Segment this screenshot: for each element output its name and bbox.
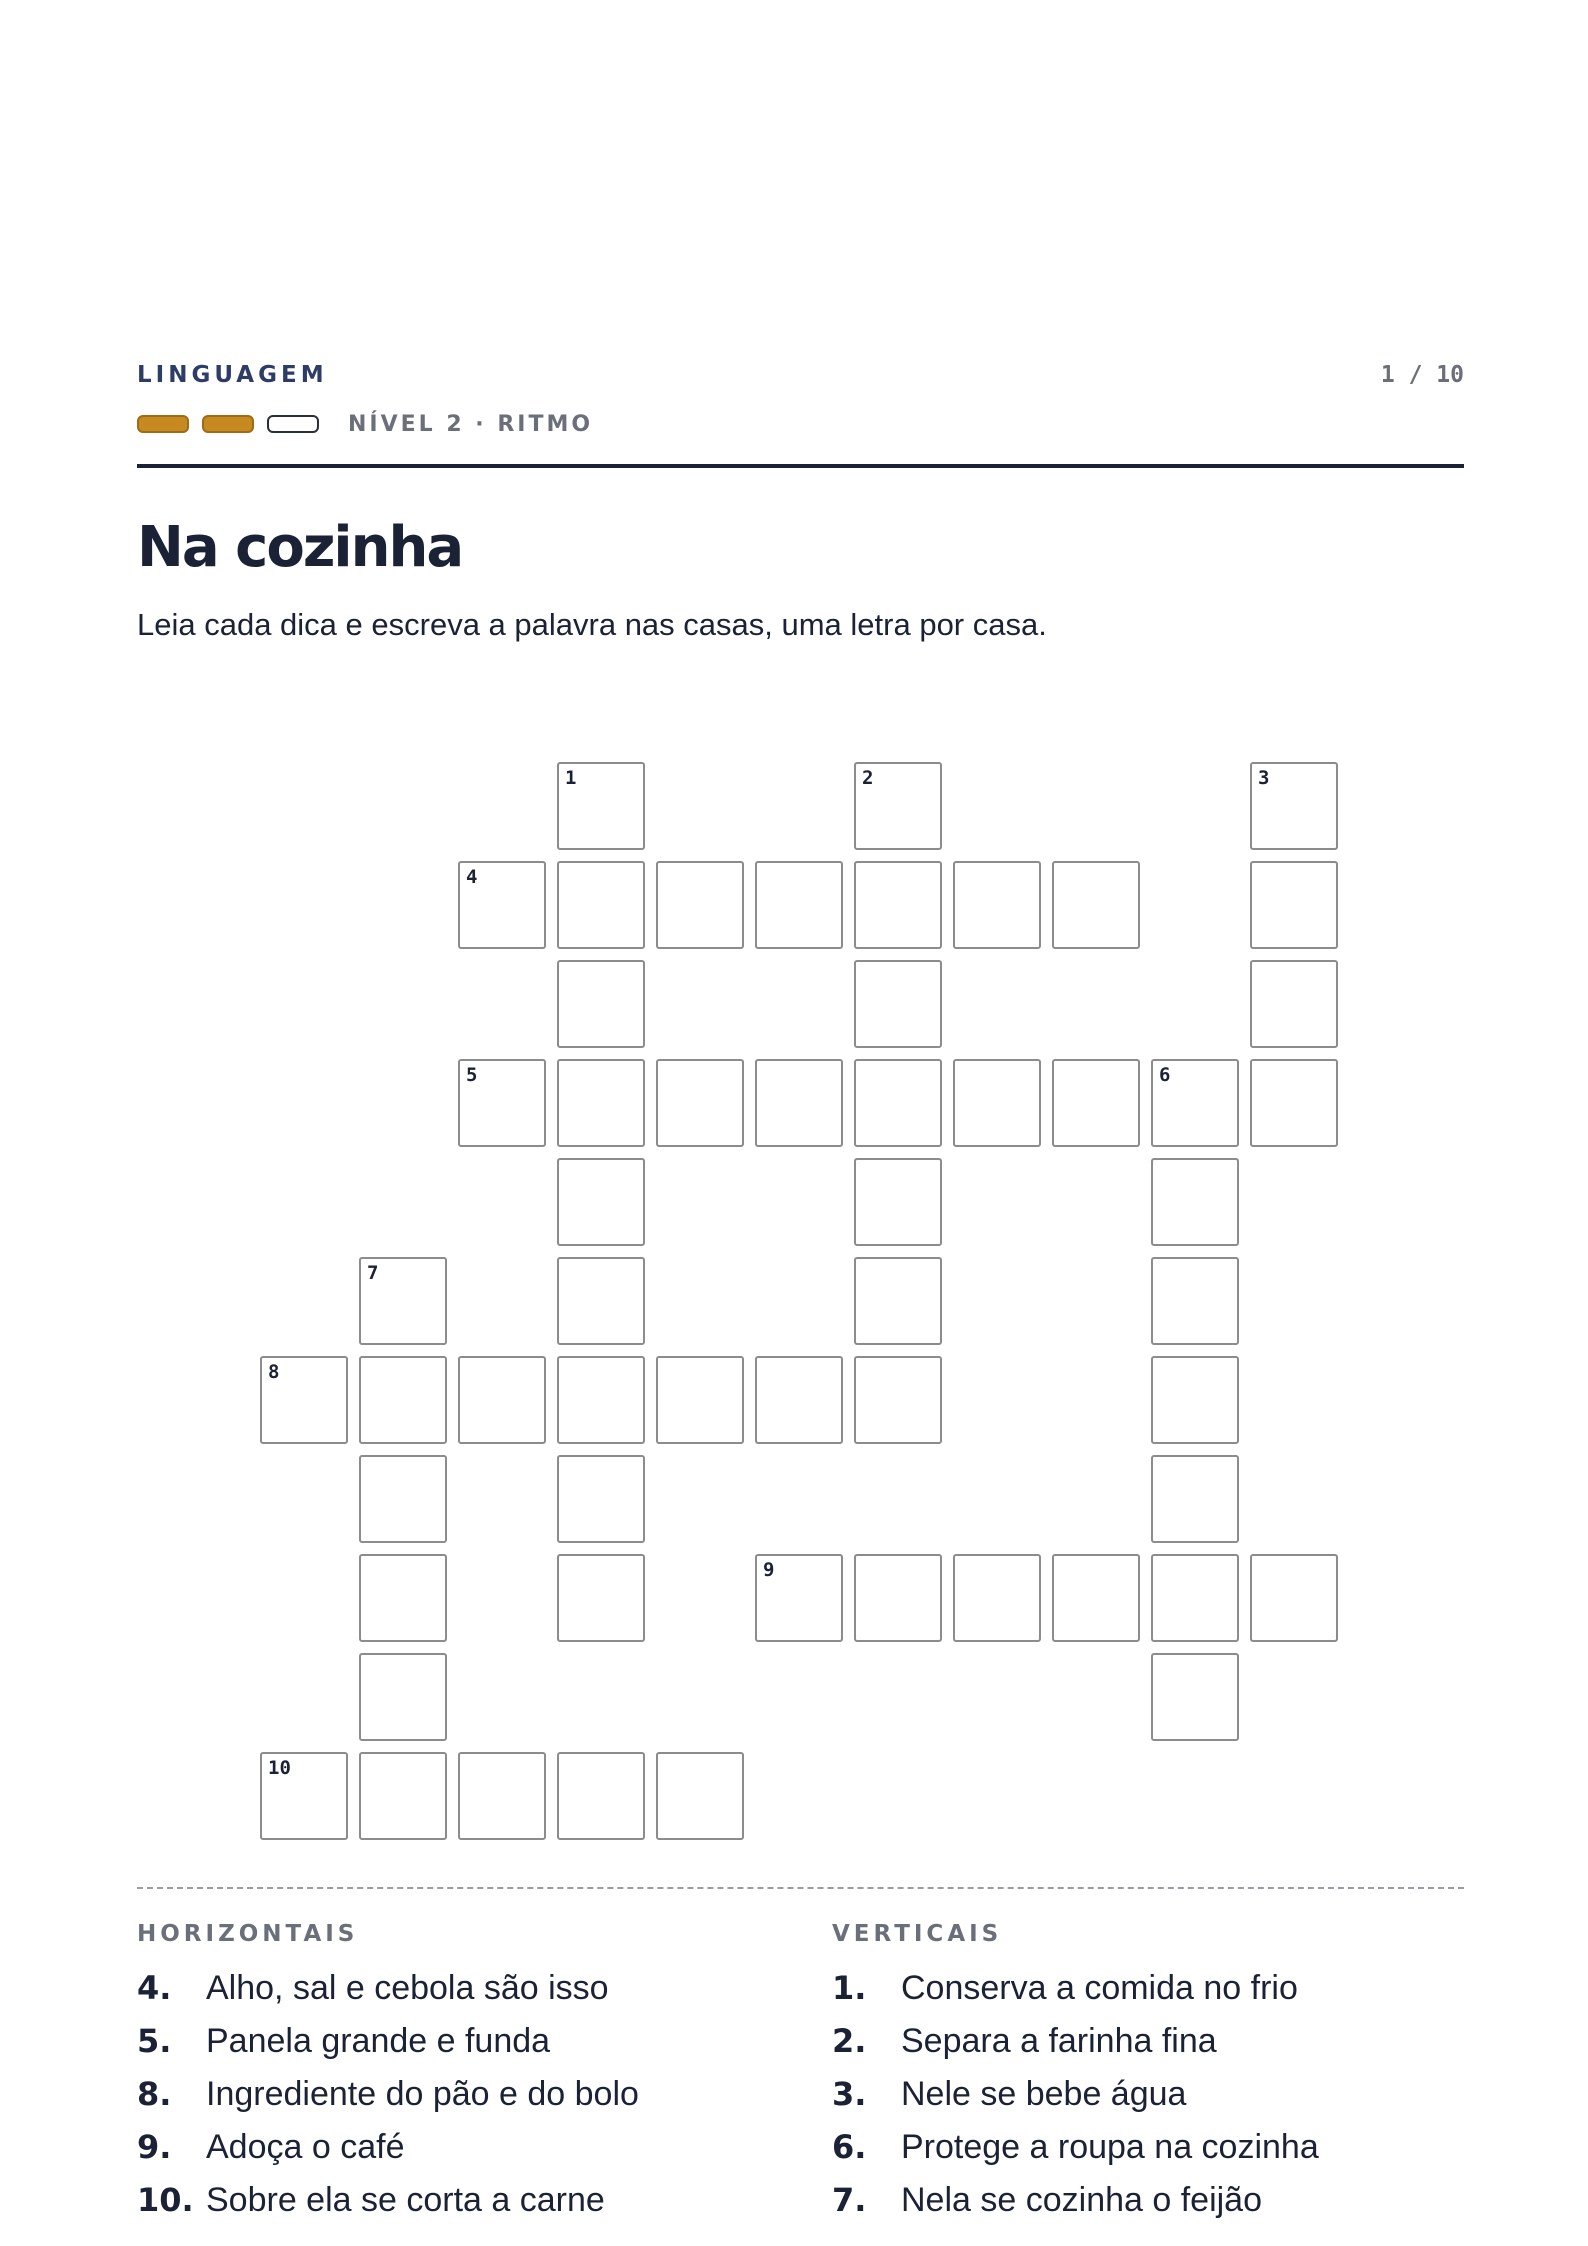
crossword-cell[interactable] bbox=[359, 1554, 447, 1642]
clue-text: Alho, sal e cebola são isso bbox=[206, 1969, 609, 2007]
across-heading: HORIZONTAIS bbox=[137, 1921, 359, 1947]
clue-number: 5. bbox=[137, 2022, 172, 2060]
clue-number-label: 8 bbox=[268, 1361, 280, 1383]
crossword-cell[interactable] bbox=[1250, 762, 1338, 850]
clue-down bbox=[832, 1969, 1512, 2022]
crossword-cell[interactable] bbox=[557, 762, 645, 850]
page-counter: 1 / 10 bbox=[1380, 362, 1464, 388]
crossword-cell[interactable] bbox=[1052, 1059, 1140, 1147]
crossword-cell[interactable] bbox=[1151, 1653, 1239, 1741]
clue-across bbox=[137, 2181, 817, 2234]
clue-number: 1. bbox=[832, 1969, 867, 2007]
clue-down bbox=[832, 2075, 1512, 2128]
clue-across bbox=[137, 2128, 817, 2181]
crossword-cell[interactable] bbox=[1250, 861, 1338, 949]
clue-down bbox=[832, 2181, 1512, 2234]
crossword-cell[interactable] bbox=[359, 1653, 447, 1741]
crossword-cell[interactable] bbox=[359, 1752, 447, 1840]
crossword-cell[interactable] bbox=[458, 1059, 546, 1147]
crossword-cell[interactable] bbox=[854, 1356, 942, 1444]
clue-number: 8. bbox=[137, 2075, 172, 2113]
crossword-cell[interactable] bbox=[260, 1752, 348, 1840]
crossword-cell[interactable] bbox=[953, 1554, 1041, 1642]
clue-number-label: 10 bbox=[268, 1757, 291, 1779]
crossword-cell[interactable] bbox=[1151, 1059, 1239, 1147]
clue-text: Nela se cozinha o feijão bbox=[901, 2181, 1263, 2219]
crossword-cell[interactable] bbox=[458, 1356, 546, 1444]
crossword-cell[interactable] bbox=[656, 1752, 744, 1840]
crossword-cell[interactable] bbox=[359, 1455, 447, 1543]
clue-number: 9. bbox=[137, 2128, 172, 2166]
crossword-cell[interactable] bbox=[557, 1257, 645, 1345]
crossword-cell[interactable] bbox=[557, 1158, 645, 1246]
crossword-cell[interactable] bbox=[557, 861, 645, 949]
crossword-cell[interactable] bbox=[1151, 1356, 1239, 1444]
crossword-cell[interactable] bbox=[1052, 1554, 1140, 1642]
level-label: NÍVEL 2 · RITMO bbox=[348, 411, 594, 437]
crossword-cell[interactable] bbox=[359, 1356, 447, 1444]
clue-number: 6. bbox=[832, 2128, 867, 2166]
crossword-cell[interactable] bbox=[1151, 1554, 1239, 1642]
down-heading: VERTICAIS bbox=[832, 1921, 1003, 1947]
crossword-cell[interactable] bbox=[854, 861, 942, 949]
crossword-cell[interactable] bbox=[656, 861, 744, 949]
page-title: Na cozinha bbox=[137, 515, 463, 580]
clue-number-label: 2 bbox=[862, 767, 874, 789]
crossword-cell[interactable] bbox=[1250, 1554, 1338, 1642]
clue-down bbox=[832, 2128, 1512, 2181]
crossword-cell[interactable] bbox=[953, 1059, 1041, 1147]
category-label: LINGUAGEM bbox=[137, 362, 328, 388]
clue-number-label: 4 bbox=[466, 866, 478, 888]
crossword-cell[interactable] bbox=[557, 1356, 645, 1444]
crossword-cell[interactable] bbox=[458, 861, 546, 949]
crossword-cell[interactable] bbox=[1151, 1158, 1239, 1246]
clue-text: Protege a roupa na cozinha bbox=[901, 2128, 1319, 2166]
crossword-cell[interactable] bbox=[854, 1158, 942, 1246]
crossword-cell[interactable] bbox=[656, 1356, 744, 1444]
crossword-cell[interactable] bbox=[854, 1554, 942, 1642]
clue-down bbox=[832, 2022, 1512, 2075]
crossword-cell[interactable] bbox=[755, 1059, 843, 1147]
crossword-cell[interactable] bbox=[557, 1059, 645, 1147]
instructions: Leia cada dica e escreva a palavra nas casas, uma letra por casa. bbox=[137, 607, 1047, 642]
clue-text: Ingrediente do pão e do bolo bbox=[206, 2075, 639, 2113]
crossword-cell[interactable] bbox=[755, 861, 843, 949]
clue-number: 2. bbox=[832, 2022, 867, 2060]
clue-across bbox=[137, 2022, 817, 2075]
clue-number-label: 6 bbox=[1159, 1064, 1171, 1086]
clue-number: 3. bbox=[832, 2075, 867, 2113]
crossword-cell[interactable] bbox=[260, 1356, 348, 1444]
crossword-cell[interactable] bbox=[1250, 1059, 1338, 1147]
clue-number-label: 9 bbox=[763, 1559, 775, 1581]
crossword-cell[interactable] bbox=[755, 1554, 843, 1642]
clue-number: 7. bbox=[832, 2181, 867, 2219]
clue-text: Conserva a comida no frio bbox=[901, 1969, 1298, 2007]
crossword-cell[interactable] bbox=[656, 1059, 744, 1147]
down-clues bbox=[832, 1921, 1512, 2234]
crossword-cell[interactable] bbox=[953, 861, 1041, 949]
across-clues bbox=[137, 1921, 817, 2234]
crossword-cell[interactable] bbox=[1151, 1257, 1239, 1345]
crossword-cell[interactable] bbox=[854, 1257, 942, 1345]
clue-number: 10. bbox=[137, 2181, 194, 2219]
clues-divider bbox=[137, 1887, 1464, 1889]
crossword-cell[interactable] bbox=[1052, 861, 1140, 949]
clue-text: Sobre ela se corta a carne bbox=[206, 2181, 605, 2219]
clue-text: Separa a farinha fina bbox=[901, 2022, 1217, 2060]
clue-text: Adoça o café bbox=[206, 2128, 405, 2166]
crossword-cell[interactable] bbox=[359, 1257, 447, 1345]
clue-across bbox=[137, 2075, 817, 2128]
clue-number-label: 3 bbox=[1258, 767, 1270, 789]
clue-number-label: 5 bbox=[466, 1064, 478, 1086]
clue-number-label: 7 bbox=[367, 1262, 379, 1284]
clue-across bbox=[137, 1969, 817, 2022]
crossword-cell[interactable] bbox=[755, 1356, 843, 1444]
crossword-cell[interactable] bbox=[854, 1059, 942, 1147]
crossword-cell[interactable] bbox=[854, 762, 942, 850]
crossword-cell[interactable] bbox=[1151, 1455, 1239, 1543]
clue-number-label: 1 bbox=[565, 767, 577, 789]
crossword-cell[interactable] bbox=[458, 1752, 546, 1840]
clue-number: 4. bbox=[137, 1969, 172, 2007]
clue-text: Nele se bebe água bbox=[901, 2075, 1187, 2113]
crossword-cell[interactable] bbox=[557, 960, 645, 1048]
crossword-cell[interactable] bbox=[557, 1752, 645, 1840]
crossword-cell[interactable] bbox=[557, 1455, 645, 1543]
crossword-cell[interactable] bbox=[1250, 960, 1338, 1048]
clue-text: Panela grande e funda bbox=[206, 2022, 551, 2060]
crossword-cell[interactable] bbox=[854, 960, 942, 1048]
crossword-cell[interactable] bbox=[557, 1554, 645, 1642]
